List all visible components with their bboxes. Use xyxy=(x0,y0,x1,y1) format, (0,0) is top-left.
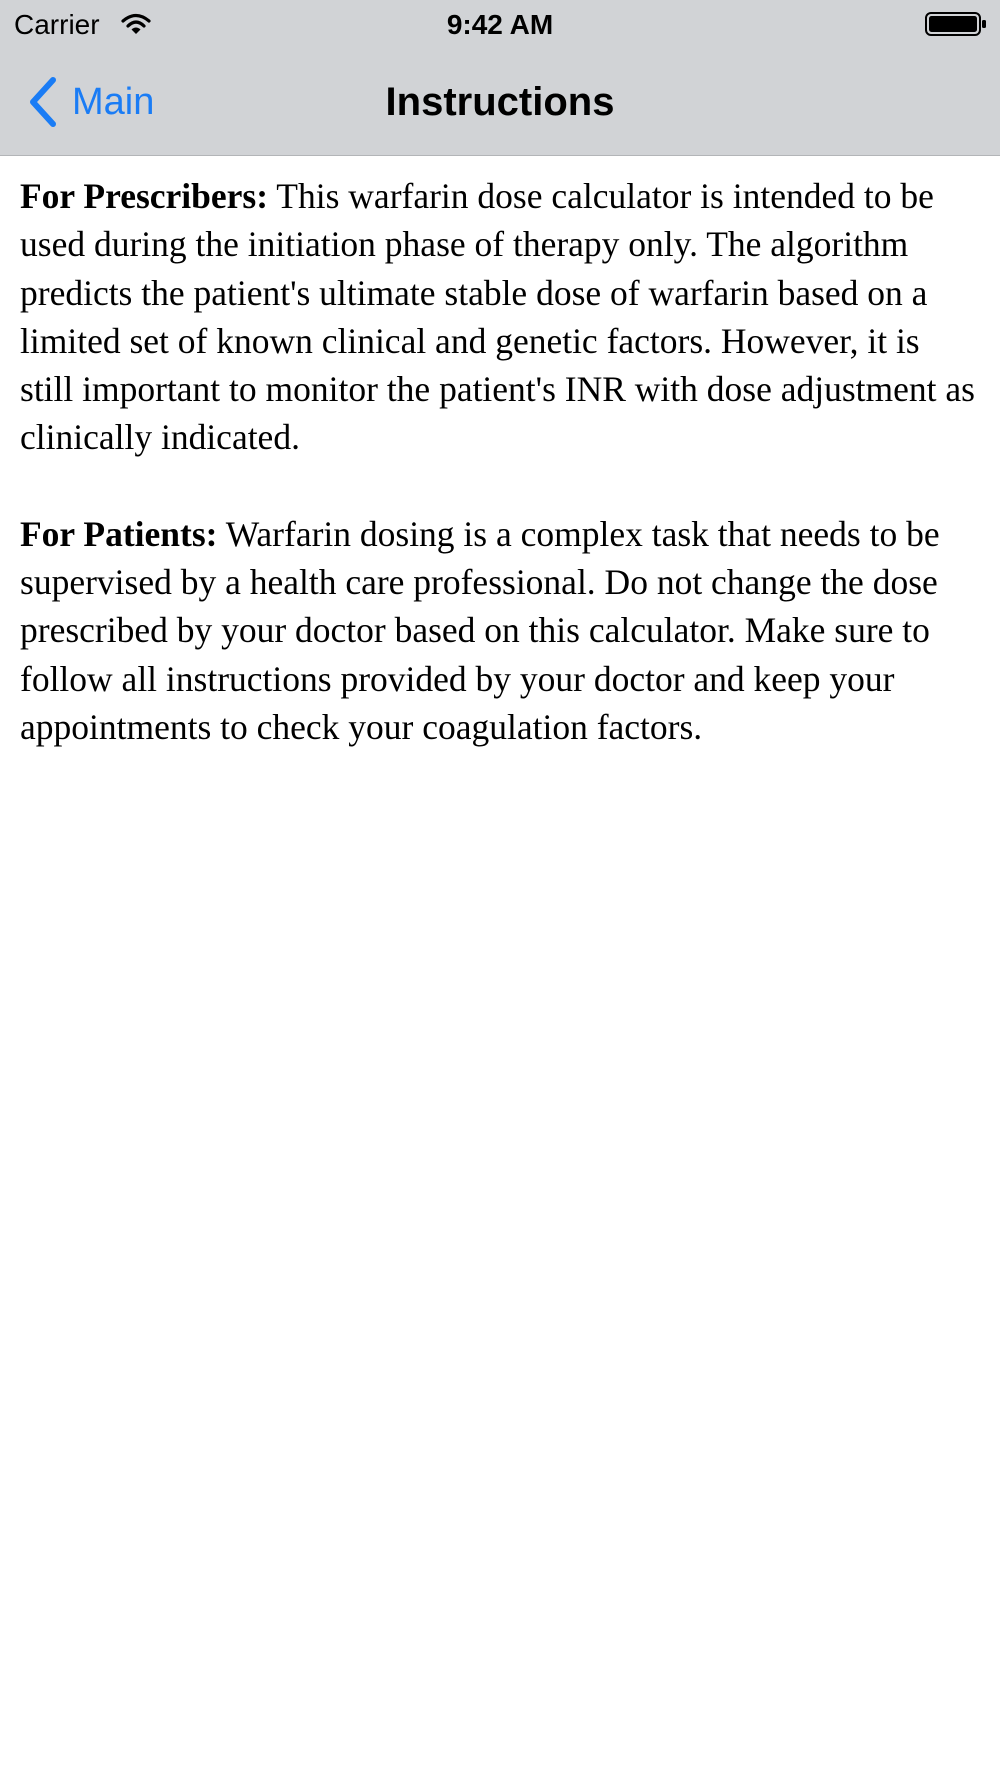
navigation-bar xyxy=(0,50,1000,154)
prescribers-paragraph xyxy=(20,172,980,462)
top-bars xyxy=(0,0,1000,156)
patients-heading: For Patients: xyxy=(20,513,218,554)
patients-text: Warfarin dosing is a complex task that needs to be supervised by a health care professional. Do not change the dose prescribed by your doctor based on this calculator. Make sure to follow all instructions provided by your doctor and keep your appointments to check your coagulation factors. xyxy=(20,513,940,747)
prescribers-text: This warfarin dose calculator is intended to be used during the initiation phase of therapy only. The algorithm predicts the patient's ultimate stable dose of warfarin based on a limited set of known clinical and genetic factors. However, it is still important to monitor the patient's INR with dose adjustment as clinically indicated. xyxy=(20,176,975,458)
status-time: 9:42 AM xyxy=(446,9,554,40)
battery-icon xyxy=(925,12,987,36)
prescribers-heading: For Prescribers: xyxy=(20,176,269,216)
page-title: Instructions xyxy=(385,80,615,124)
carrier-label: Carrier xyxy=(14,9,100,40)
patients-paragraph xyxy=(20,510,980,751)
back-button-label: Main xyxy=(72,81,155,123)
status-bar xyxy=(0,0,1000,50)
instructions-content xyxy=(20,172,980,799)
